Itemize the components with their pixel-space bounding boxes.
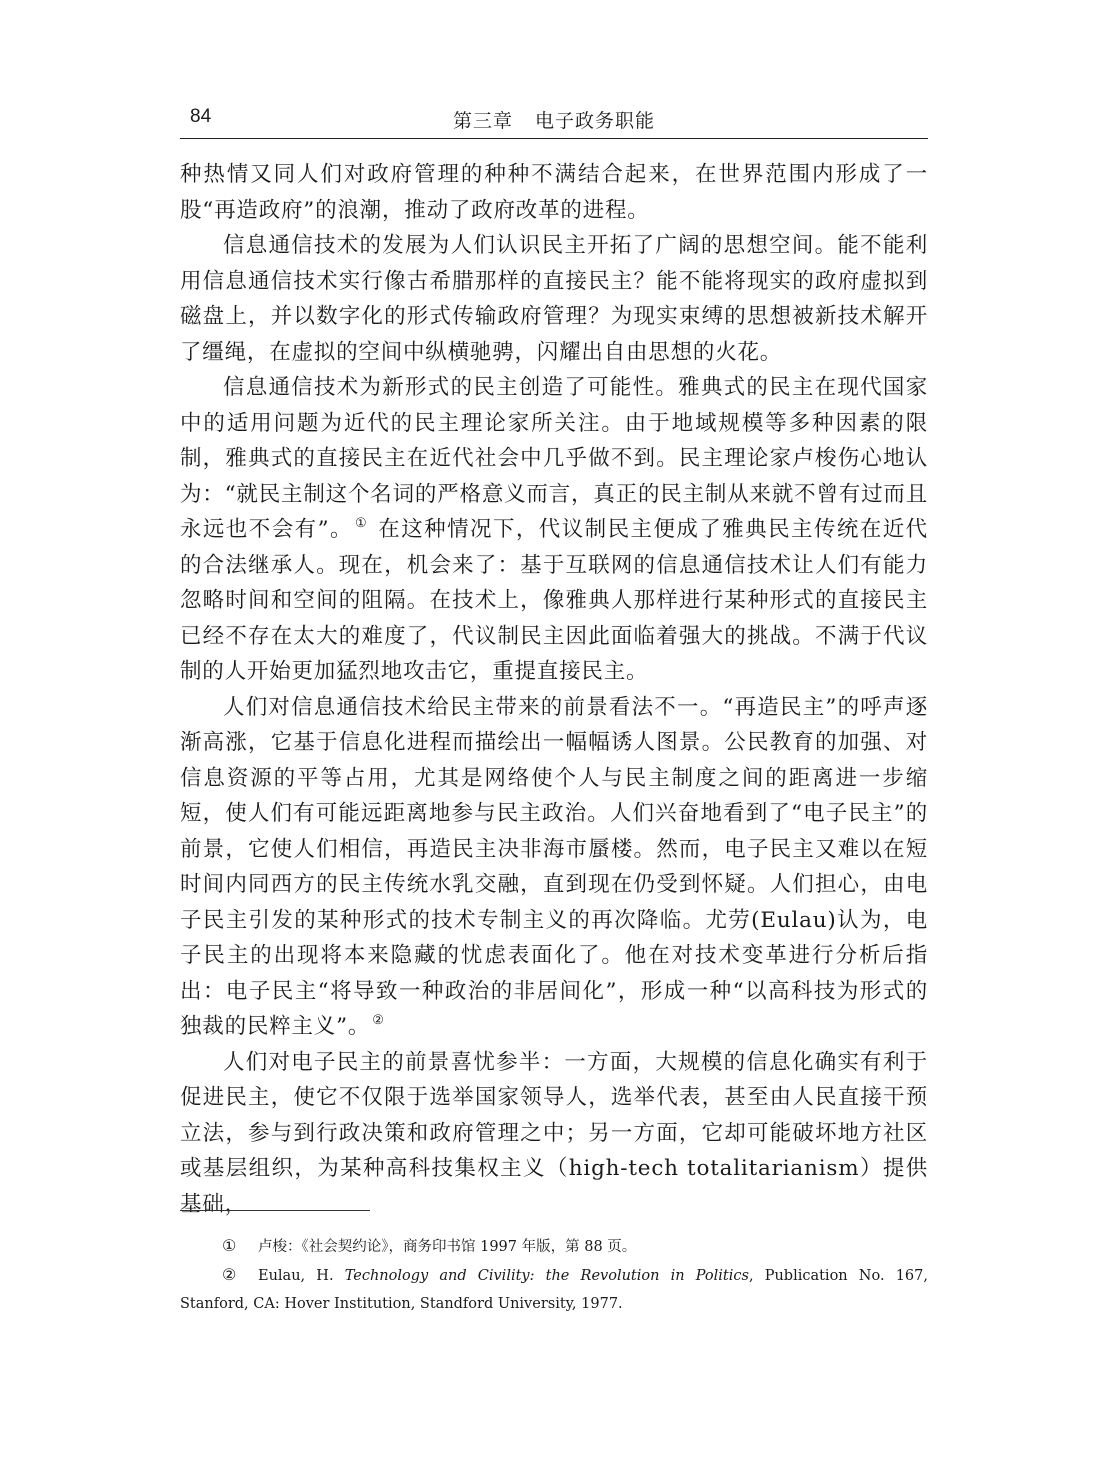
footnote-text: 卢梭：《社会契约论》，商务印书馆 1997 年版，第 88 页。 (258, 1239, 637, 1255)
footnote-author: Eulau, H. (258, 1268, 345, 1284)
footnote-book-title: Technology and Civility: the Revolution in Politics (344, 1268, 749, 1284)
footnote-mark: ① (222, 1236, 237, 1255)
body-text (180, 157, 928, 1222)
footnote-2 (180, 1261, 928, 1318)
running-header (180, 104, 928, 139)
footnotes (180, 1232, 928, 1318)
footnote-publication: , Publication No. 167, Stanford, CA: Hover Institution, Standford University, 1977. (180, 1268, 928, 1312)
footnote-separator (180, 1210, 370, 1211)
footnote-ref-2[interactable]: ② (372, 1013, 385, 1028)
paragraph-text: 在这种情况下，代议制民主便成了雅典民主传统在近代的合法继承人。现在，机会来了：基于互联网的信息通信技术让人们有能力忽略时间和空间的阻隔。在技术上，像雅典人那样进行某种形式的直接民主已经不存在太大的难度了，代议制民主因此面临着强大的挑战。不满于代议制的人开始更加猛烈地攻击它，重提直接民主。 (180, 517, 928, 684)
paragraph: 人们对电子民主的前景喜忧参半：一方面，大规模的信息化确实有利于促进民主，使它不仅限于选举国家领导人，选举代表，甚至由人民直接干预立法，参与到行政决策和政府管理之中；另一方面，它却可能破坏地方社区或基层组织，为某种高科技集权主义（high-tech totalitarianism）提供基础， (180, 1049, 928, 1217)
paragraph (180, 370, 928, 690)
paragraph (180, 690, 928, 1045)
paragraph-text: 人们对信息通信技术给民主带来的前景看法不一。“再造民主”的呼声逐渐高涨，它基于信息化进程而描绘出一幅幅诱人图景。公民教育的加强、对信息资源的平等占用，尤其是网络使个人与民主制度之间的距离进一步缩短，使人们有可能远距离地参与民主政治。人们兴奋地看到了“电子民主”的前景，它使人们相信，再造民主决非海市蜃楼。然而，电子民主又难以在短时间内同西方的民主传统水乳交融，直到现在仍受到怀疑。人们担心，由电子民主引发的某种形式的技术专制主义的再次降临。尤劳(Eulau)认为，电子民主的出现将本来隐藏的忧虑表面化了。他在对技术变革进行分析后指出：电子民主“将导致一种政治的非居间化”，形成一种“以高科技为形式的独裁的民粹主义”。 (180, 694, 928, 1039)
paragraph-continuation: 种热情又同人们对政府管理的种种不满结合起来，在世界范围内形成了一股“再造政府”的浪潮，推动了政府改革的进程。 (180, 162, 928, 223)
running-title (180, 106, 928, 133)
paragraph-text: 信息通信技术为新形式的民主创造了可能性。雅典式的民主在现代国家中的适用问题为近代的民主理论家所关注。由于地域规模等多种因素的限制，雅典式的直接民主在近代社会中几乎做不到。民主理论家卢梭伤心地认为：“就民主制这个名词的严格意义而言，真正的民主制从来就不曾有过而且永远也不会有”。 (180, 375, 928, 542)
footnote-1 (180, 1232, 928, 1261)
page-number: 84 (190, 106, 212, 127)
footnote-mark: ② (222, 1265, 237, 1284)
footnote-ref-1[interactable]: ① (354, 516, 369, 531)
chapter-title: 电子政务职能 (535, 110, 656, 132)
chapter-number: 第三章 (452, 110, 513, 132)
paragraph: 信息通信技术的发展为人们认识民主开拓了广阔的思想空间。能不能利用信息通信技术实行像古希腊那样的直接民主？能不能将现实的政府虚拟到磁盘上，并以数字化的形式传输政府管理？为现实束缚的思想被新技术解开了缰绳，在虚拟的空间中纵横驰骋，闪耀出自由思想的火花。 (180, 233, 928, 365)
